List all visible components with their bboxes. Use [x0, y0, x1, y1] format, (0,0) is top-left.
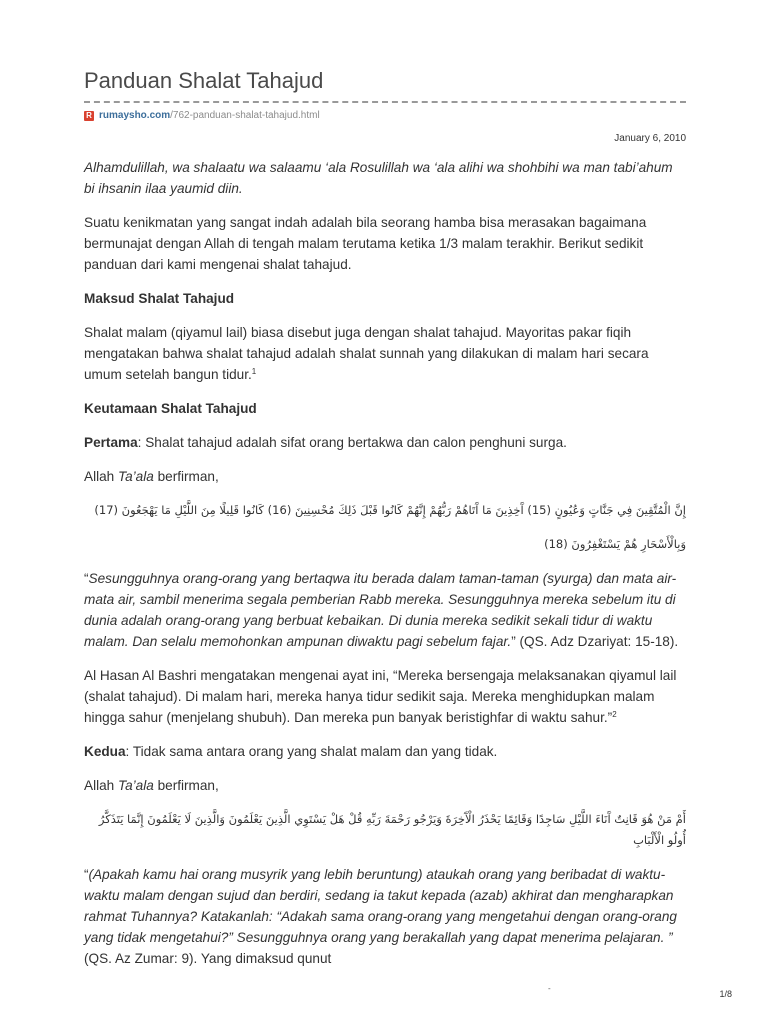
allah-says-1-pre: Allah: [84, 469, 119, 484]
definition-text: Shalat malam (qiyamul lail) biasa disebut juga dengan shalat tahajud. Mayoritas pakar fiqih mengatakan bahwa shalat tahajud adalah shalat sunnah yang dilakukan di malam hari secara umum setelah bangun tidur.: [84, 325, 649, 382]
allah-says-2: [84, 775, 686, 796]
translation-1: [84, 568, 686, 652]
allah-says-2-post: berfirman,: [153, 778, 219, 793]
allah-says-2-pre: Allah: [84, 778, 119, 793]
allah-says-1-post: berfirman,: [153, 469, 219, 484]
source-link[interactable]: [84, 110, 320, 121]
source-domain[interactable]: rumaysho.com: [99, 110, 171, 121]
section-heading-keutamaan: Keutamaan Shalat Tahajud: [84, 401, 257, 416]
arabic-verse-1-line-1: إِنَّ الْمُتَّقِينَ فِي جَنَّاتٍ وَعُيُونٍ (15) آَخِذِينَ مَا آَتَاهُمْ رَبُّهُمْ إِنَّهُمْ كَانُوا قَبْلَ ذَلِكَ مُحْسِنِينَ (16) كَانُوا قَلِيلًا مِنَ اللَّيْلِ مَا يَهْجَعُونَ (17): [94, 503, 686, 517]
translation-2-text: (Apakah kamu hai orang musyrik yang lebih beruntung) ataukah orang yang beribadat di waktu-waktu malam dengan sujud dan berdiri, sedang ia takut kepada (azab) akhirat dan mengharapkan rahmat Tuhannya? Katakanlah: “Adakah sama orang-orang yang mengetahui dengan orang-orang yang tidak mengetahui?” Sesungguhnya orang yang berakallah yang dapat menerima pelajaran. ”: [84, 867, 677, 945]
footer-mark: -: [548, 984, 551, 993]
page-number: 1/8: [719, 989, 732, 999]
opening-paragraph: Alhamdulillah, wa shalaatu wa salaamu ‘ala Rosulillah wa ‘ala alihi wa shohbihi wa man tabi’ahum bi ihsanin ilaa yaumid diin.: [84, 160, 673, 196]
arabic-verse-1-line-2: وَبِالْأَسْحَارِ هُمْ يَسْتَغْفِرُونَ (18): [544, 537, 686, 551]
allah-says-1: [84, 466, 686, 487]
point-second-label: Kedua: [84, 744, 126, 759]
translation-2-open: “: [84, 867, 89, 882]
article-body: [84, 157, 686, 969]
point-first-text: : Shalat tahajud adalah sifat orang bertakwa dan calon penghuni surga.: [137, 435, 567, 450]
point-first-label: Pertama: [84, 435, 138, 450]
point-second: [84, 741, 686, 762]
point-second-text: : Tidak sama antara orang yang shalat malam dan yang tidak.: [125, 744, 498, 759]
translation-1-text: Sesungguhnya orang-orang yang bertaqwa itu berada dalam taman-taman (syurga) dan mata air-mata air, sambil menerima segala pemberian Rabb mereka. Sesungguhnya mereka sebelum itu di dunia adalah orang-orang yang berbuat kebaikan. Di dunia mereka sedikit sekali tidur di waktu malam. Dan selalu memohonkan ampunan diwaktu pagi sebelum fajar.: [84, 571, 677, 649]
point-first: [84, 432, 686, 453]
translation-2: [84, 864, 686, 969]
translation-1-citation: ” (QS. Adz Dzariyat: 15-18).: [511, 634, 679, 649]
section-heading-maksud: Maksud Shalat Tahajud: [84, 291, 235, 306]
definition-paragraph: [84, 322, 686, 385]
hasan-bashri-text: Al Hasan Al Bashri mengatakan mengenai ayat ini, “Mereka bersengaja melaksanakan qiyamul lail (shalat tahajud). Di malam hari, mereka hanya tidur sedikit saja. Mereka menghidupkan malam hingga sahur (menjelang shubuh). Dan mereka pun banyak beristighfar di waktu sahur.”: [84, 668, 677, 725]
translation-1-open: “: [84, 571, 89, 586]
allah-says-1-ital: Ta’ala: [118, 469, 154, 484]
intro-paragraph: Suatu kenikmatan yang sangat indah adalah bila seorang hamba bisa merasakan bagaimana bermunajat dengan Allah di tengah malam terutama ketika 1/3 malam terakhir. Berikut sedikit panduan dari kami mengenai shalat tahajud.: [84, 215, 647, 272]
site-favicon-icon: R: [84, 111, 94, 121]
hasan-bashri-paragraph: [84, 665, 686, 728]
arabic-verse-2: أَمْ مَنْ هُوَ قَانِتٌ آَنَاءَ اللَّيْلِ سَاجِدًا وَقَائِمًا يَحْذَرُ الْآَخِرَةَ وَيَرْجُو رَحْمَةَ رَبِّهِ قُلْ هَلْ يَسْتَوِي الَّذِينَ يَعْلَمُونَ وَالَّذِينَ لَا يَعْلَمُونَ إِنَّمَا يَتَذَكَّرُ أُولُو الْأَلْبَابِ: [98, 812, 686, 847]
translation-2-citation: (QS. Az Zumar: 9). Yang dimaksud qunut: [84, 951, 332, 966]
footnote-ref-2[interactable]: 2: [612, 710, 617, 719]
allah-says-2-ital: Ta’ala: [118, 778, 154, 793]
page-title: Panduan Shalat Tahajud: [84, 68, 324, 93]
publish-date: January 6, 2010: [614, 133, 686, 144]
dashed-divider: [84, 101, 686, 103]
footnote-ref-1[interactable]: 1: [251, 367, 257, 376]
source-path[interactable]: /762-panduan-shalat-tahajud.html: [170, 110, 320, 121]
